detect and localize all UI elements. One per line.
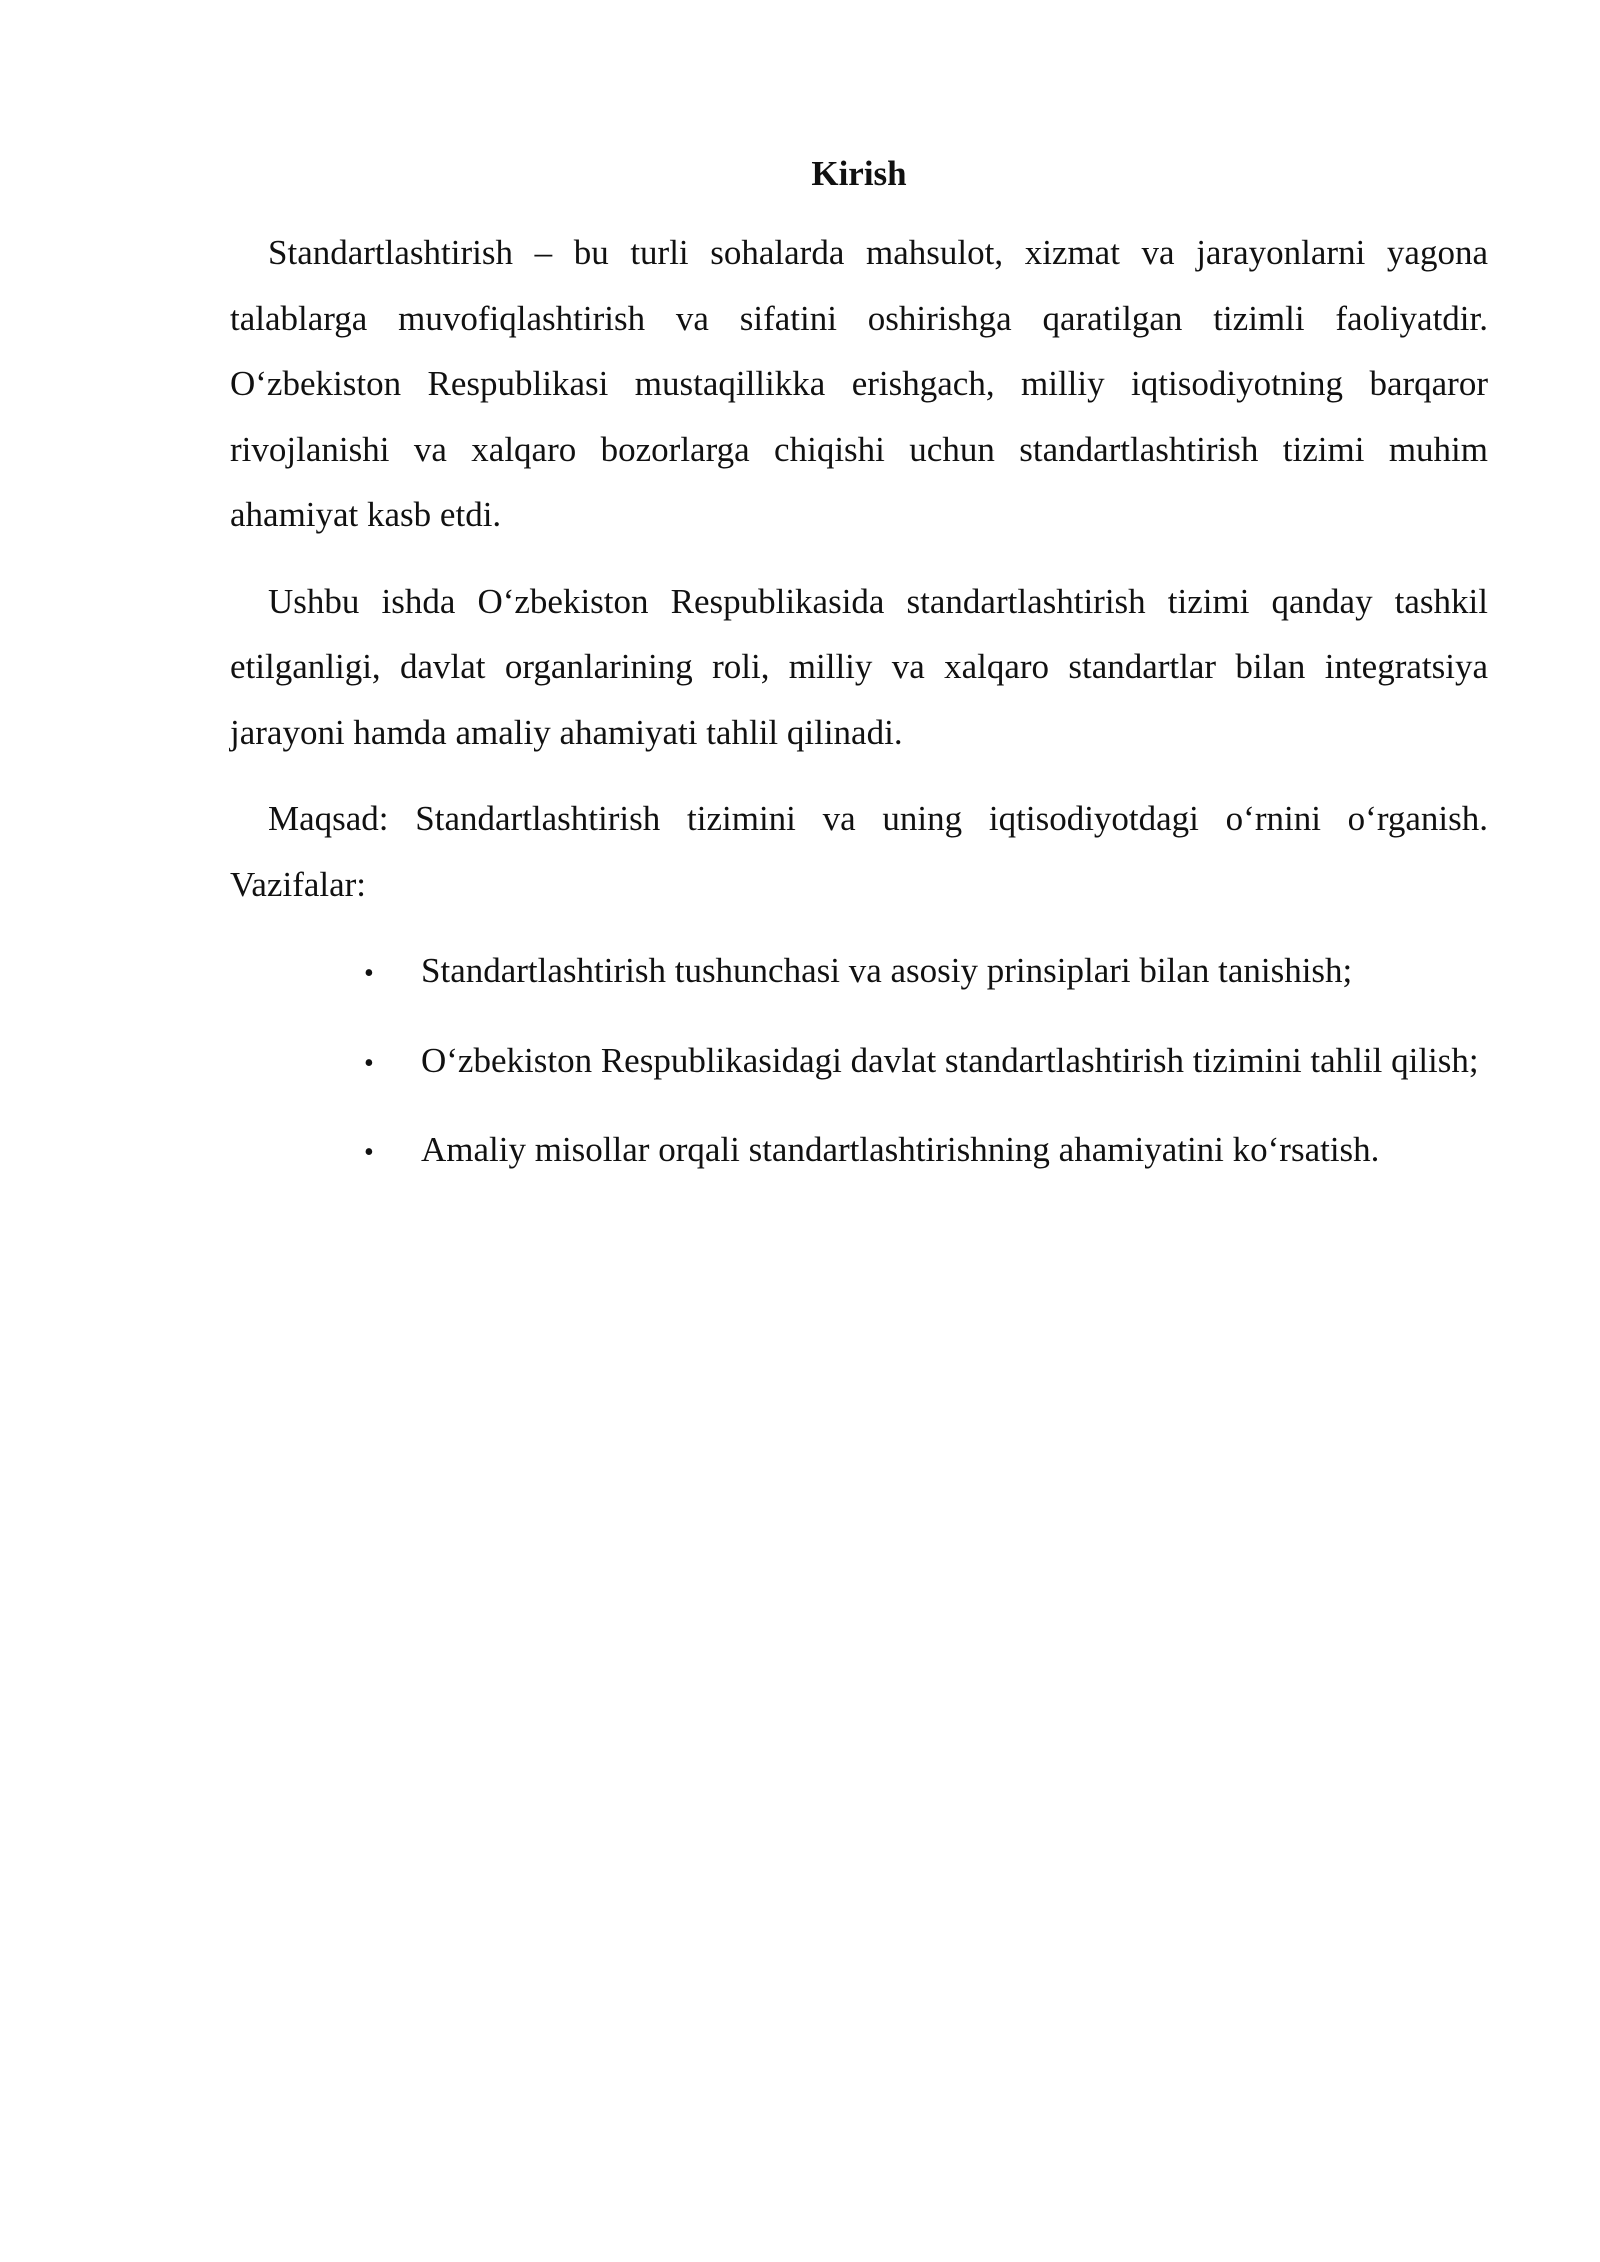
list-item-text: O‘zbekiston Respublikasidagi davlat standartlashtirish tizimini tahlil qilish; (421, 1040, 1479, 1080)
intro-paragraph: Standartlashtirish – bu turli sohalarda mahsulot, xizmat va jarayonlarni yagona talablarga muvofiqlashtirish va sifatini oshirishga qaratilgan tizimli faoliyatdir. O‘zbekiston Respublikasi mustaqillikka erishgach, milliy iqtisodiyotning barqaror rivojlanishi va xalqaro bozorlarga chiqishi uchun standartlashtirish tizimi muhim ahamiyat kasb etdi. (230, 233, 1488, 534)
list-item (326, 938, 1488, 1007)
scope-paragraph: Ushbu ishda O‘zbekiston Respublikasida standartlashtirish tizimi qanday tashkil etilganligi, davlat organlarining roli, milliy va xalqaro standartlar bilan integratsiya jarayoni hamda amaliy ahamiyati tahlil qilinadi. (230, 581, 1488, 752)
list-item (326, 1117, 1488, 1186)
bullet-icon: • (364, 1047, 374, 1079)
bullet-icon: • (364, 958, 374, 989)
section-title: Kirish (811, 154, 907, 193)
bullet-icon: • (364, 1137, 374, 1168)
document-page (230, 150, 1488, 1207)
tasks-list (230, 938, 1488, 1186)
list-item-text: Standartlashtirish tushunchasi va asosiy prinsiplari bilan tanishish; (421, 951, 1353, 990)
goal-paragraph: Maqsad: Standartlashtirish tizimini va uning iqtisodiyotdagi o‘rnini o‘rganish. Vazifalar: (230, 799, 1488, 904)
list-item (326, 1028, 1488, 1097)
list-item-text: Amaliy misollar orqali standartlashtirishning ahamiyatini ko‘rsatish. (421, 1130, 1380, 1169)
